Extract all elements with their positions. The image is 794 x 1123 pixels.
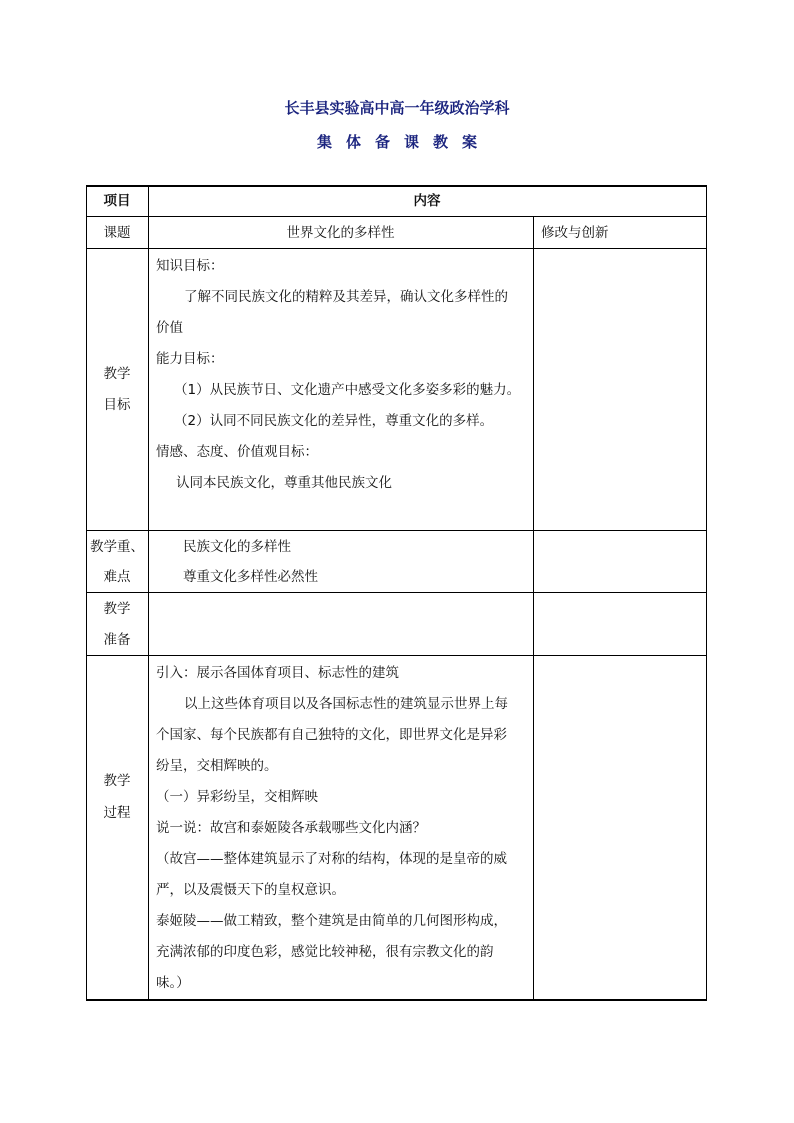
process-line: 以上这些体育项目以及各国标志性的建筑显示世界上每 xyxy=(184,696,508,712)
process-label-1: 教学 xyxy=(103,773,131,789)
goals-line: 了解不同民族文化的精粹及其差异，确认文化多样性的 xyxy=(184,289,508,305)
header-item: 项目 xyxy=(103,193,131,209)
topic-value: 世界文化的多样性 xyxy=(286,225,395,241)
header-content: 内容 xyxy=(413,193,441,209)
prep-label-2: 准备 xyxy=(103,632,131,648)
keys-label-2: 难点 xyxy=(103,569,131,585)
topic-label: 课题 xyxy=(103,225,131,241)
goals-line: 认同本民族文化，尊重其他民族文化 xyxy=(176,475,392,491)
process-label-2: 过程 xyxy=(103,805,131,821)
process-line: 泰姬陵——做工精致，整个建筑是由简单的几何图形构成， xyxy=(156,913,507,929)
process-line: 充满浓郁的印度色彩，感觉比较神秘，很有宗教文化的韵 xyxy=(156,944,494,960)
goals-label-1: 教学 xyxy=(103,366,131,382)
keys-line: 尊重文化多样性必然性 xyxy=(183,569,318,585)
goals-line: （2）认同不同民族文化的差异性，尊重文化的多样。 xyxy=(174,413,494,429)
process-line: （一）异彩纷呈，交相辉映 xyxy=(156,789,318,805)
goals-line: 价值 xyxy=(156,320,183,336)
process-line: 引入：展示各国体育项目、标志性的建筑 xyxy=(156,665,399,681)
edit-column-label: 修改与创新 xyxy=(541,225,609,241)
process-line: 严，以及震慑天下的皇权意识。 xyxy=(156,882,345,898)
goals-label-2: 目标 xyxy=(103,397,131,413)
keys-label-1: 教学重、 xyxy=(90,539,144,555)
process-line: 个国家、每个民族都有自己独特的文化，即世界文化是异彩 xyxy=(156,727,507,743)
goals-line: 知识目标： xyxy=(156,258,224,274)
process-line: 纷呈，交相辉映的。 xyxy=(156,758,278,774)
lesson-plan-table xyxy=(86,185,707,1001)
process-line: （故宫——整体建筑显示了对称的结构，体现的是皇帝的威 xyxy=(156,851,507,867)
document-title: 长丰县实验高中高一年级政治学科 xyxy=(284,99,510,117)
goals-line: 能力目标： xyxy=(156,351,224,367)
goals-line: （1）从民族节日、文化遗产中感受文化多姿多彩的魅力。 xyxy=(174,382,521,398)
prep-label-1: 教学 xyxy=(103,601,131,617)
process-line: 味。） xyxy=(156,975,190,991)
process-line: 说一说：故宫和泰姬陵各承载哪些文化内涵？ xyxy=(156,820,426,836)
goals-line: 情感、态度、价值观目标： xyxy=(156,444,318,460)
document-subtitle: 集体备课教案 xyxy=(316,133,491,151)
keys-line: 民族文化的多样性 xyxy=(183,539,291,555)
